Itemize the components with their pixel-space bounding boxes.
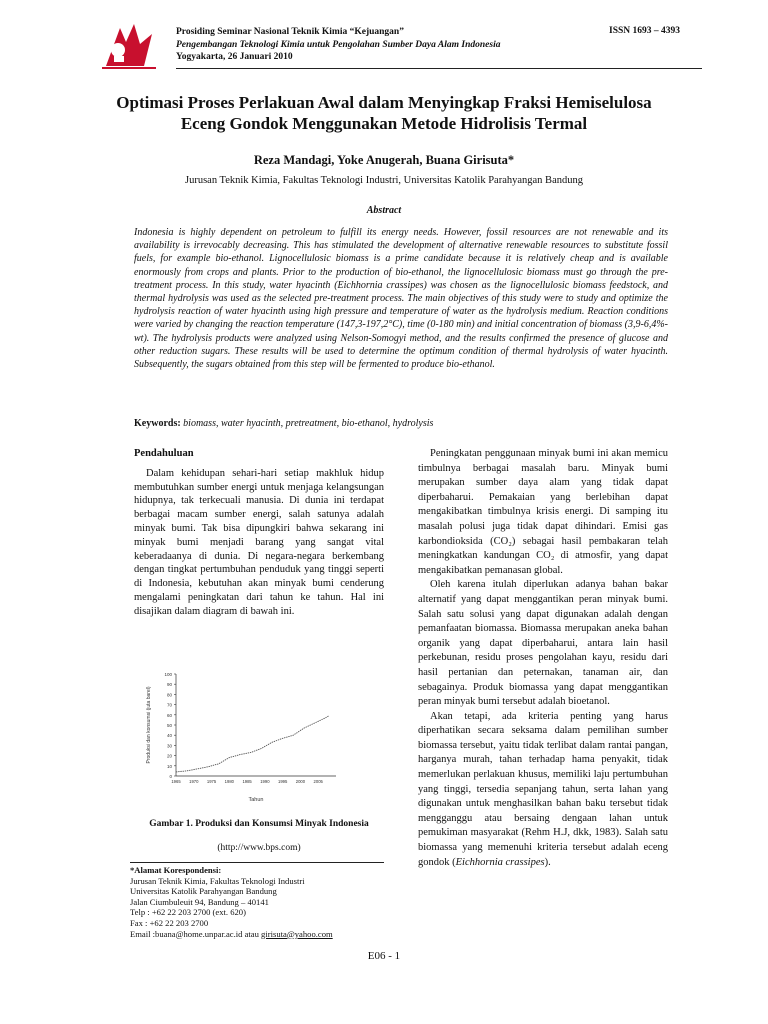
y-tick-label: 50 <box>166 723 172 728</box>
correspondence-phone: Telp : +62 22 203 2700 (ext. 620) <box>130 907 246 918</box>
x-tick-label: 1995 <box>278 779 288 784</box>
y-tick-label: 10 <box>166 763 172 769</box>
y-tick-label: 60 <box>166 712 172 718</box>
x-tick-label: 1965 <box>171 779 181 784</box>
y-axis-label: Produksi dan konsumsi (juta barel) <box>146 686 152 764</box>
email-prefix: Email :buana@home.unpar.ac.id atau <box>130 928 262 939</box>
y-tick-label: 70 <box>166 702 172 708</box>
x-tick-label: 1980 <box>224 779 234 784</box>
affiliation: Jurusan Teknik Kimia, Fakultas Teknologi Industri, Universitas Katolik Parahyangan Bandung <box>185 175 583 186</box>
x-axis-label: Tahun <box>248 797 264 803</box>
x-tick-label: 2005 <box>313 779 323 784</box>
x-tick-label: 1975 <box>206 779 217 784</box>
correspondence-line: Universitas Katolik Parahyangan Bandung <box>130 886 277 897</box>
correspondence-line: Jurusan Teknik Kimia, Fakultas Teknologi Industri <box>130 875 305 886</box>
section-heading: Pendahuluan <box>134 448 194 459</box>
proceedings-header <box>176 26 500 64</box>
x-tick-label: 1990 <box>260 779 270 784</box>
para3-text: Akan tetapi, ada kriteria penting yang harus diperhatikan secara seksama dalam pemilihan sumber biomassa tersebut, yaitu tidak terlibat dalam rantai pangan, harganya murah, tahan terhadap hama penyakit, tidak memerlukan perlakuan khusus, memiliki laju pertumbuhan yang tinggi, tersedia sepanjang tahun, serta lahan yang digunakan untuk menghasilkan bahan baku tersebut tidak mengganggu atau bersaing dengaan lahan untuk pemukiman masyarakat (Rehm H.J, dkk, 1983). Salah satu biomassa yang memenuhi kriteria tersebut adalah eceng gondok ( <box>418 710 668 868</box>
keywords <box>134 418 668 429</box>
abstract-text: Indonesia is highly dependent on petroleum to fulfill its energy needs. However, fossil resources are not renewable and its availability is irrevocably decreasing. This has stimulated the development of alternative renewable resources to substitute fossil fuels, for example bio-ethanol. Lignocellulosic biomass is a prime candidate because it is relatively cheap and is available enormously from crops and plants. Prior to the production of bio-ethanol, the lignocellulosic biomass must go through the pre-treatment process. In this study, water hyacinth (Eichhornia crassipes) was chosen as the lignocellulosic biomass feedstock, and thermal hydrolysis was used as the selected pre-treatment process. The main objectives of this study were to study and optimize the hydrolysis reaction of water hyacinth using high pressure and temperature of water as the hydrolysis medium. Reaction conditions were varied by changing the reaction temperature (147,3-197,2°C), time (0-180 min) and initial concentration of biomass (3,9-6,4%-wt). The hydrolysis products were analyzed using Nelson-Somogyi method, and the results confirmed the presence of glucose and other reduction sugars. These results will be used to determine the optimum condition of thermal hydrolysis of water hyacinth. Subsequently, the sugars obtained from this step will be fermented to produce bio-ethanol. <box>134 227 668 371</box>
production-chart <box>140 664 350 814</box>
body-paragraph: Oleh karena itulah diperlukan adanya bahan bakar alternatif yang dapat menggantikan peran minyak bumi. Salah satu solusi yang dapat digunakan adalah dengan pemanfaatan biomassa. Biomassa merupakan aneka bahan organik yang dapat diperbaharui, antara lain hasil perkebunan, residu proses pengolahan kayu, residu dari hasil pertanian dan peternakan, tanaman air, dan sebagainya. Produk biomassa yang dapat menggantikan peran minyak bumi tersebut adalah bioetanol. <box>418 579 668 708</box>
y-tick-label: 40 <box>166 733 172 739</box>
footnote-rule <box>130 862 384 863</box>
seminar-logo <box>100 20 158 72</box>
correspondence-email <box>130 929 390 940</box>
header-line-2: Pengembangan Teknologi Kimia untuk Pengolahan Sumber Daya Alam Indonesia <box>176 39 501 50</box>
x-tick-label: 1985 <box>242 779 252 784</box>
x-tick-label: 1970 <box>189 779 199 784</box>
correspondence-line: Jalan Ciumbuleuit 94, Bandung – 40141 <box>130 896 269 907</box>
figure-source: (http://www.bps.com) <box>217 843 301 853</box>
keywords-label: Keywords: <box>134 418 181 429</box>
y-tick-label: 30 <box>166 743 172 749</box>
keywords-list: biomass, water hyacinth, pretreatment, bio-ethanol, hydrolysis <box>180 418 434 429</box>
page-number: E06 - 1 <box>367 950 401 962</box>
series-line <box>176 716 329 772</box>
left-column <box>134 447 384 619</box>
y-tick-label: 90 <box>166 682 172 688</box>
right-column <box>418 447 668 870</box>
paper-title: Optimasi Proses Perlakuan Awal dalam Menyingkap Fraksi Hemiselulosa Eceng Gondok Menggunakan Metode Hidrolisis Termal <box>116 93 652 133</box>
correspondence-label: *Alamat Korespondensi: <box>130 865 222 875</box>
intro-paragraph: Dalam kehidupan sehari-hari setiap makhluk hidup membutuhkan sumber energi untuk menjaga kelangsungan hidupnya, tak terkecuali manusia. Di dunia ini terdapat berbagai macam sumber energi, salah satunya adalah minyak bumi. Tak bisa dipungkiri bahwa sekarang ini minyak bumi menjadi barang yang sangat vital keberadaanya di dunia. Di negara-negara berkembang dengan tingkat pertumbuhan penduduk yang tinggi seperti di Indonesia, kebutuhan akan minyak bumi cenderung mengalami peningkatan dari tahun ke tahun. Hal ini disajikan dalam diagram di bawah ini. <box>134 467 384 617</box>
x-tick-label: 2000 <box>295 779 306 784</box>
species-name: Eichhornia crassipes <box>455 856 545 868</box>
figure-caption: Gambar 1. Produksi dan Konsumsi Minyak Indonesia <box>149 819 369 829</box>
chart-layer <box>146 672 336 803</box>
header-line-1: Prosiding Seminar Nasional Teknik Kimia “Kejuangan” <box>176 27 404 37</box>
y-tick-label: 100 <box>164 672 172 677</box>
authors: Reza Mandagi, Yoke Anugerah, Buana Girisuta* <box>253 153 515 167</box>
body-paragraph: Peningkatan penggunaan minyak bumi ini akan memicu timbulnya berbagai masalah baru. Minyak bumi merupakan sumber daya alam yang tidak dapat diperbaharui. Pemakaian yang berlebihan dapat mengakibatkan timbulnya krisis energi. Di samping itu masalah polusi juga tidak dapat dihindari. Emisi gas karbondioksida (CO₂) sebagai hasil pembakaran telah meningkatkan kandungan CO₂ di atmosfir, yang dapat mengakibatkan pemanasan global. <box>418 448 668 576</box>
y-tick-label: 20 <box>166 753 172 759</box>
correspondence-fax: Fax : +62 22 203 2700 <box>130 917 209 928</box>
correspondence-block <box>130 865 390 939</box>
email-link[interactable]: girisuta@yahoo.com <box>261 928 333 939</box>
y-tick-label: 0 <box>169 774 172 779</box>
y-tick-label: 80 <box>166 692 172 698</box>
header-rule <box>176 68 702 69</box>
body-paragraph <box>418 710 668 871</box>
header-line-3: Yogyakarta, 26 Januari 2010 <box>176 52 293 62</box>
abstract-heading: Abstract <box>366 205 402 216</box>
issn: ISSN 1693 – 4393 <box>609 26 680 36</box>
para3-end: ). <box>544 856 551 868</box>
